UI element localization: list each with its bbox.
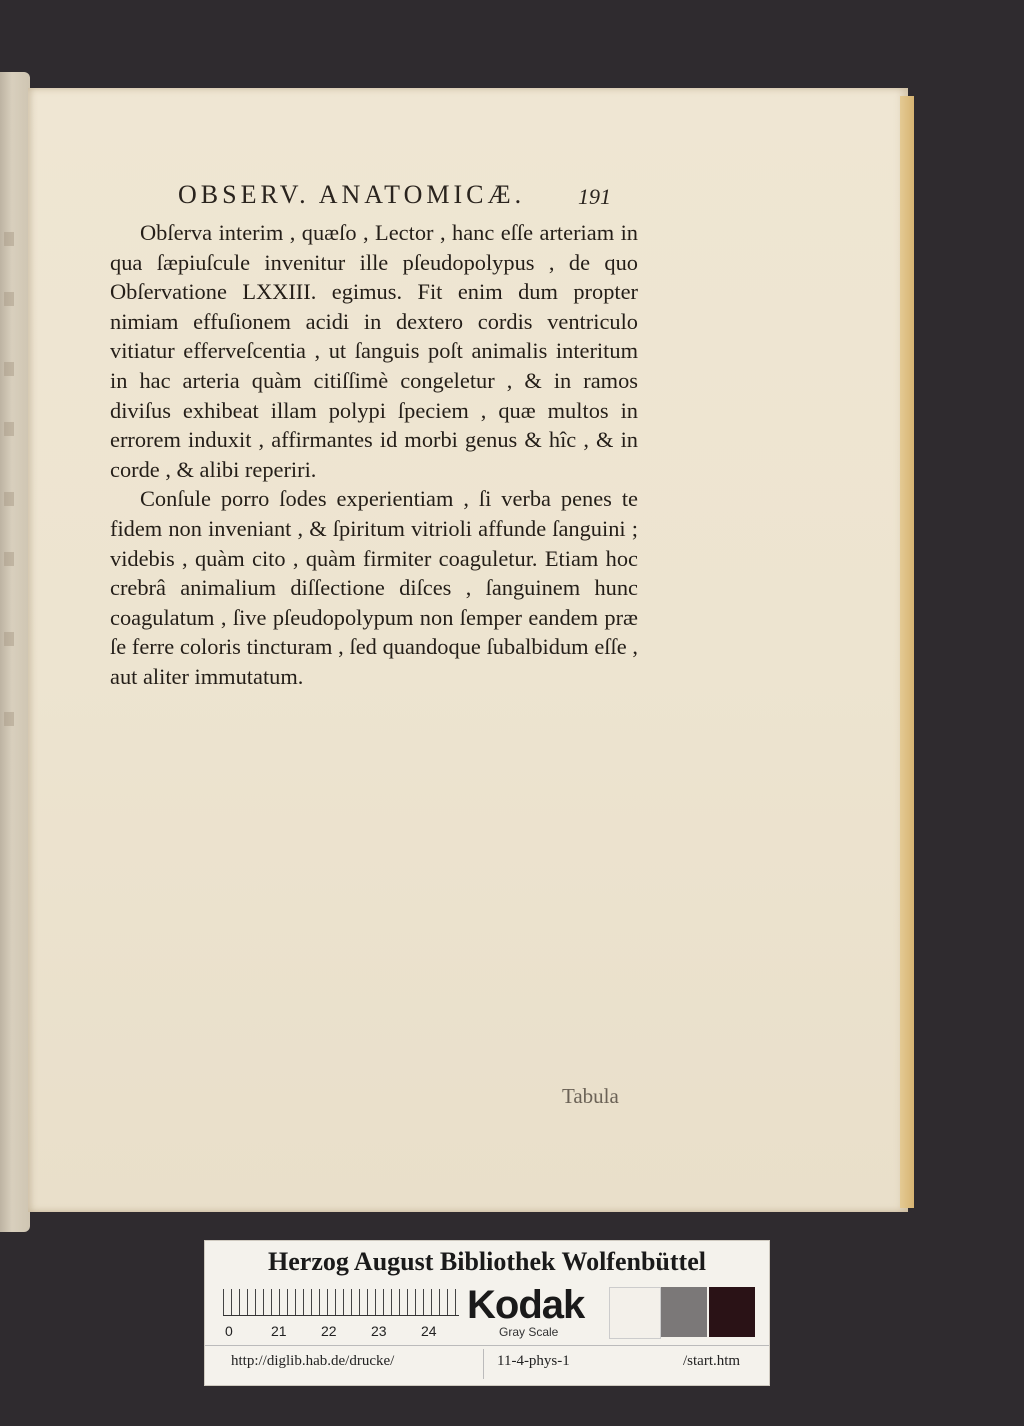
gray-swatch-dark [709,1287,755,1337]
paragraph: Conſule porro ſodes experientiam , ſi verba penes te fidem non inveniant , & ſpiritum vitrioli affunde ſanguini ; videbis , quàm cito , quàm firmiter coaguletur. Etiam hoc crebrâ animalium diſſectione diſces , ſanguinem hunc coagulatum , ſive pſeudopolypum non ſemper eandem præ ſe ferre coloris tincturam , ſed quandoque ſubalbidum eſſe , aut aliter immutatum. [110,486,638,689]
url-suffix: /start.htm [683,1353,741,1369]
previous-leaf-edge [0,72,30,1232]
library-label [204,1240,770,1386]
ruler-number: 23 [371,1323,387,1339]
label-divider [205,1345,769,1346]
gray-swatch-light [609,1287,661,1339]
gray-swatch-mid [661,1287,707,1337]
page-header [178,180,648,220]
paragraph: Obſerva interim , quæſo , Lector , hanc eſſe arteriam in qua ſæpiuſcule invenitur ille pſeudopolypus , de quo Obſervatione LXXIII. egimus. Fit enim dum propter nimiam effuſionem acidi in dextero cordis ventriculo vitiatur efferveſcentia , ut ſanguis poſt animalis interitum in hac arteria quàm citiſſimè congeletur , & in ramos diviſus exhibeat illam polypi ſpeciem , quæ multos in errorem induxit , affirmantes id morbi genus & hîc , & in corde , & alibi reperiri. [110,220,638,482]
shelfmark: 11-4-phys-1 [497,1353,570,1369]
label-separator [483,1349,484,1379]
ruler-number: 22 [321,1323,337,1339]
brand-logo: Kodak [467,1283,585,1327]
brand-subtitle: Gray Scale [499,1325,559,1339]
catchword: Tabula [562,1084,619,1108]
ruler [223,1289,459,1316]
url-base: http://diglib.hab.de/drucke/ [231,1353,395,1369]
ruler-number: 21 [271,1323,287,1339]
library-title: Herzog August Bibliothek Wolfenbüttel [268,1247,706,1276]
page-edge [900,96,914,1208]
body-text [110,218,638,692]
page-number: 191 [578,184,611,209]
ruler-number: 24 [421,1323,437,1339]
ruler-number: 0 [225,1323,233,1339]
running-head: OBSERV. ANATOMICÆ. [178,180,526,209]
